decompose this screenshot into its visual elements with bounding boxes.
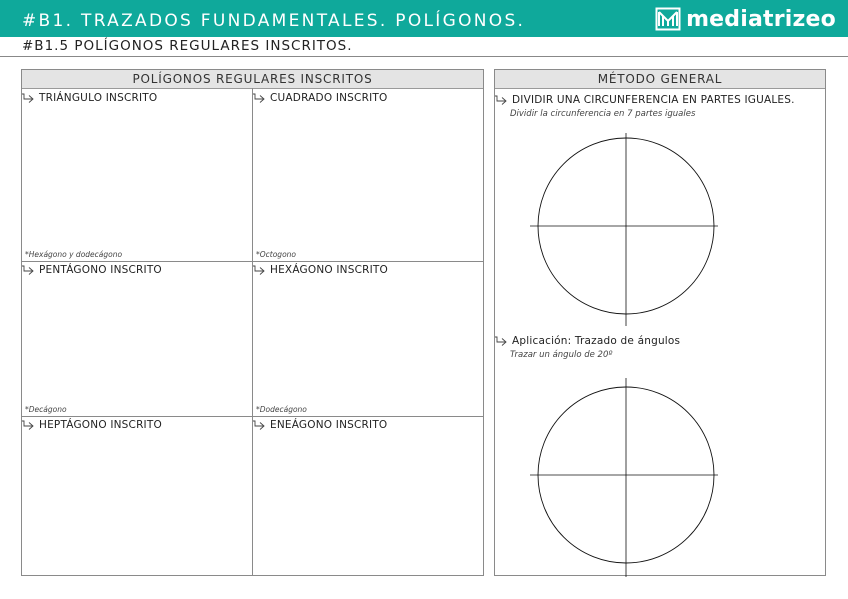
- cell-heptagon: [22, 417, 252, 575]
- page-subtitle: #B1.5 POLÍGONOS REGULARES INSCRITOS.: [22, 38, 353, 54]
- arrow-right-icon: [253, 265, 269, 275]
- cell-note: *Decágono: [25, 405, 67, 414]
- arrow-right-icon: [22, 265, 38, 275]
- cell-note: *Hexágono y dodecágono: [25, 250, 123, 259]
- cell-title-enneagon: ENEÁGONO INSCRITO: [253, 419, 387, 431]
- mediatrizeo-logo-icon: [655, 7, 681, 31]
- polygons-panel-heading: POLÍGONOS REGULARES INSCRITOS: [22, 70, 483, 89]
- cell-title-triangle: TRIÁNGULO INSCRITO: [22, 92, 157, 104]
- section-angles-title: Aplicación: Trazado de ángulos: [495, 335, 680, 347]
- arrow-right-icon: [253, 420, 269, 430]
- brand-name: mediatrizeo: [686, 6, 836, 32]
- general-method-heading: MÉTODO GENERAL: [495, 70, 825, 89]
- subtitle-divider: [0, 56, 848, 57]
- arrow-right-icon: [253, 93, 269, 103]
- cell-hexagon: [253, 262, 483, 416]
- cell-enneagon: [253, 417, 483, 575]
- general-method-panel: [494, 69, 826, 576]
- arrow-right-icon: [22, 93, 38, 103]
- brand-logo: [655, 6, 836, 32]
- cell-title-pentagon: PENTÁGONO INSCRITO: [22, 264, 162, 276]
- cell-pentagon: [22, 262, 252, 416]
- cell-title-square: CUADRADO INSCRITO: [253, 92, 387, 104]
- cell-title-hexagon: HEXÁGONO INSCRITO: [253, 264, 388, 276]
- cell-note: *Dodecágono: [256, 405, 307, 414]
- section-angles-subtitle: Trazar un ángulo de 20º: [510, 350, 613, 360]
- arrow-right-icon: [495, 336, 511, 346]
- cell-note: *Octogono: [256, 250, 296, 259]
- top-banner: [0, 0, 848, 37]
- section-divide-circle-subtitle: Dividir la circunferencia en 7 partes iguales: [510, 109, 696, 119]
- arrow-right-icon: [22, 420, 38, 430]
- cell-square: [253, 88, 483, 261]
- cell-title-heptagon: HEPTÁGONO INSCRITO: [22, 419, 162, 431]
- arrow-right-icon: [495, 95, 511, 105]
- circle-diagram-1: [530, 134, 720, 324]
- section-divide-circle-title: DIVIDIR UNA CIRCUNFERENCIA EN PARTES IGUALES.: [495, 94, 795, 106]
- page-title: #B1. TRAZADOS FUNDAMENTALES. POLÍGONOS.: [22, 11, 526, 31]
- cell-triangle: [22, 88, 252, 261]
- circle-diagram-2: [530, 383, 720, 573]
- polygons-panel: [21, 69, 484, 576]
